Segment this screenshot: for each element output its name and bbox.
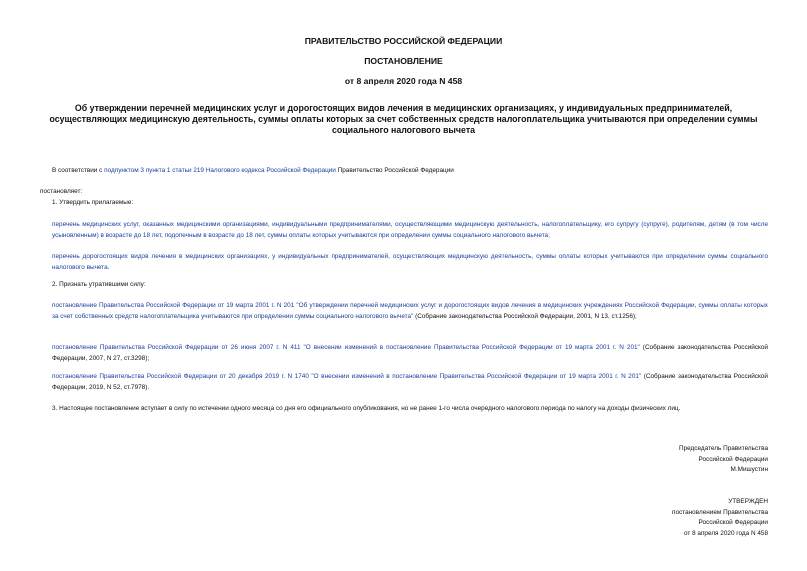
list-item-medical-services: [52, 220, 768, 241]
repeal-item-1: [52, 301, 768, 322]
repeal-1-link[interactable]: постановление Правительства Российской Федерации от 19 марта 2001 г. N 201 "Об утверждении перечней медицинских услуг и дорогостоящих видов лечения в медицинских учреждениях Российской Федерации, суммы оплаты которых за счет собственных средств налогоплательщика учитываются при определении суммы социального налогового вычета": [52, 302, 768, 320]
approval-line-2: постановлением Правительства: [672, 508, 768, 516]
medical-services-list-link[interactable]: перечень медицинских услуг, оказанных медицинскими организациями, индивидуальными предпринимателями, осуществляющими медицинскую деятельность, налогоплательщику, его супругу (супруге), родителям, детям (в том числе усыновленным) в возрасте до 18 лет, подопечным в возрасте до 18 лет, суммы оплаты которых учитываются при определении суммы социального налогового вычета;: [52, 221, 768, 239]
item-2-heading: 2. Признать утратившими силу:: [52, 281, 146, 288]
signature-position: Председатель Правительства: [679, 445, 768, 452]
item-1-heading: 1. Утвердить прилагаемые:: [52, 199, 134, 206]
signature-position-2: Российской Федерации: [698, 455, 768, 463]
repeal-3-tail: (Собрание законодательства Российской Федерации, 2019, N 52, ст.7978).: [52, 373, 768, 391]
decrees-label: постановляет:: [40, 188, 83, 195]
document-title: Об утверждении перечней медицинских услуг и дорогостоящих видов лечения в медицинских организациях, у индивидуальных предпринимателей, осуществляющих медицинскую деятельность, суммы оплаты которых за счет собственных средств налогоплательщика учитываются при определении суммы социального налогового вычета: [49, 103, 758, 135]
repeal-item-2: [52, 343, 768, 364]
approval-block: [508, 497, 768, 539]
signature-block: [508, 444, 768, 476]
item-3-paragraph: 3. Настоящее постановление вступает в силу по истечении одного месяца со дня его официального опубликования, но не ранее 1-го числа очередного налогового периода по налогу на доходы физических лиц.: [52, 405, 681, 412]
intro-prefix: В соответствии с: [52, 167, 105, 174]
government-heading: ПРАВИТЕЛЬСТВО РОССИЙСКОЙ ФЕДЕРАЦИИ: [304, 36, 503, 46]
document-date-number: от 8 апреля 2020 года N 458: [344, 76, 463, 86]
approval-line-3: Российской Федерации: [698, 519, 768, 527]
list-item-expensive-treatment: [52, 252, 768, 273]
repeal-item-3: [52, 372, 768, 393]
repeal-1-tail: (Собрание законодательства Российской Федерации, 2001, N 13, ст.1256);: [413, 312, 637, 320]
expensive-treatment-list-link[interactable]: перечень дорогостоящих видов лечения в медицинских организациях, у индивидуальных предпринимателей, осуществляющих медицинскую деятельность, суммы оплаты которых учитываются при определении суммы социального налогового вычета.: [52, 253, 768, 271]
intro-suffix: Правительство Российской Федерации: [335, 167, 454, 174]
repeal-3-link[interactable]: постановление Правительства Российской Федерации от 20 декабря 2019 г. N 1740 "О внесении изменений в постановление Правительства Российской Федерации от 19 марта 2001 г. N 201": [52, 373, 642, 380]
approval-heading: УТВЕРЖДЕН: [728, 498, 768, 505]
repeal-2-link[interactable]: постановление Правительства Российской Федерации от 26 июня 2007 г. N 411 "О внесении изменений в постановление Правительства Российской Федерации от 19 марта 2001 г. N 201": [52, 344, 640, 351]
tax-code-link[interactable]: подпунктом 3 пункта 1 статьи 219 Налогового кодекса Российской Федерации: [104, 167, 336, 174]
document-type-heading: ПОСТАНОВЛЕНИЕ: [364, 56, 443, 66]
intro-paragraph: [52, 166, 768, 177]
repeal-2-tail: (Собрание законодательства Российской Федерации, 2007, N 27, ст.3298);: [52, 344, 768, 362]
signature-name: М.Мишустин: [730, 466, 768, 474]
approval-date-number: от 8 апреля 2020 года N 458: [683, 529, 768, 537]
